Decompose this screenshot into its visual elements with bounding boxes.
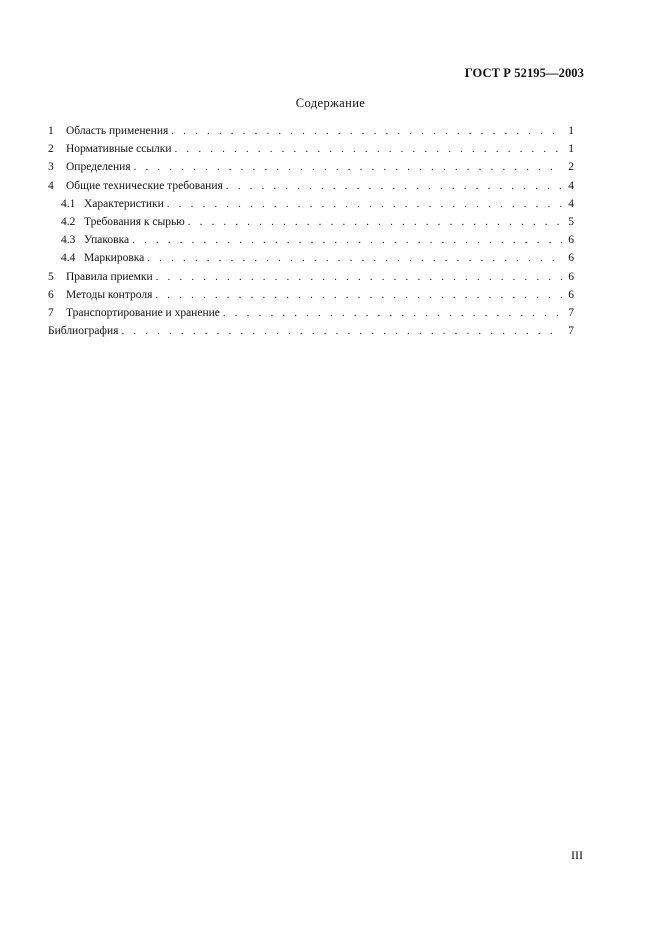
toc-leader-dots: [156, 268, 562, 286]
toc-entry-label: Правила приемки: [66, 270, 153, 283]
toc-entry-page: 1: [568, 125, 574, 137]
toc-entry-page: 1: [568, 143, 574, 156]
toc-entry-number: 7: [48, 306, 54, 319]
toc-entry-label: Требования к сырью: [84, 215, 185, 228]
toc-entry-3[interactable]: [48, 158, 574, 176]
toc-leader-dots: [121, 322, 562, 340]
toc-entry-4-3[interactable]: [48, 231, 574, 249]
toc-entry-4-4[interactable]: [48, 249, 574, 267]
toc-entry-number: 4.1: [61, 197, 76, 210]
toc-title: Содержание: [295, 96, 366, 110]
toc-entry-page: 2: [568, 161, 574, 174]
toc-entry-page: 6: [568, 234, 574, 247]
toc-entry-number: 1: [48, 125, 54, 137]
toc-entry-number: 5: [48, 270, 54, 283]
toc-leader-dots: [188, 213, 562, 231]
toc-leader-dots: [134, 158, 562, 176]
toc-entry-page: 7: [568, 306, 574, 319]
toc-entry-label: Методы контроля: [66, 288, 153, 301]
toc-entry-1[interactable]: [48, 122, 574, 140]
toc-entry-page: 4: [568, 197, 574, 210]
toc-entry-label: Область применения: [66, 125, 169, 137]
document-code: ГОСТ Р 52195—2003: [464, 66, 584, 80]
table-of-contents: [48, 122, 574, 340]
toc-entry-label: Нормативные ссылки: [66, 143, 172, 156]
toc-entry-page: 4: [568, 179, 574, 192]
toc-entry-label: Маркировка: [84, 252, 145, 265]
toc-leader-dots: [226, 177, 562, 195]
toc-leader-dots: [132, 231, 562, 249]
toc-leader-dots: [167, 195, 562, 213]
toc-entry-number: 6: [48, 288, 54, 301]
toc-entry-4[interactable]: [48, 177, 574, 195]
toc-entry-number: 3: [48, 161, 54, 174]
toc-entry-label: Общие технические требования: [66, 179, 223, 192]
toc-entry-page: 7: [568, 325, 574, 338]
toc-entry-number: 2: [48, 143, 54, 156]
toc-entry-4-1[interactable]: [48, 195, 574, 213]
toc-leader-dots: [155, 286, 562, 304]
toc-entry-2[interactable]: [48, 140, 574, 158]
toc-leader-dots: [171, 122, 562, 140]
toc-leader-dots: [147, 249, 562, 267]
toc-entry-page: 6: [568, 252, 574, 265]
toc-entry-label: Транспортирование и хранение: [66, 306, 220, 319]
toc-entry-page: 6: [568, 270, 574, 283]
page-number: III: [571, 848, 583, 862]
toc-entry-label: Упаковка: [84, 234, 130, 247]
toc-leader-dots: [175, 140, 562, 158]
toc-entry-4-2[interactable]: [48, 213, 574, 231]
toc-entry-number: 4.4: [61, 252, 76, 265]
toc-entry-label: Определения: [66, 161, 131, 174]
toc-entry-bibliography[interactable]: [48, 322, 574, 340]
toc-entry-number: 4.2: [61, 215, 76, 228]
toc-entry-label: Библиография: [48, 325, 119, 338]
toc-entry-number: 4.3: [61, 234, 76, 247]
toc-entry-page: 6: [568, 288, 574, 301]
toc-entry-label: Характеристики: [84, 197, 164, 210]
toc-entry-number: 4: [48, 179, 54, 192]
toc-entry-7[interactable]: [48, 304, 574, 322]
toc-entry-6[interactable]: [48, 286, 574, 304]
toc-leader-dots: [223, 304, 562, 322]
toc-entry-page: 5: [568, 215, 574, 228]
toc-entry-5[interactable]: [48, 268, 574, 286]
